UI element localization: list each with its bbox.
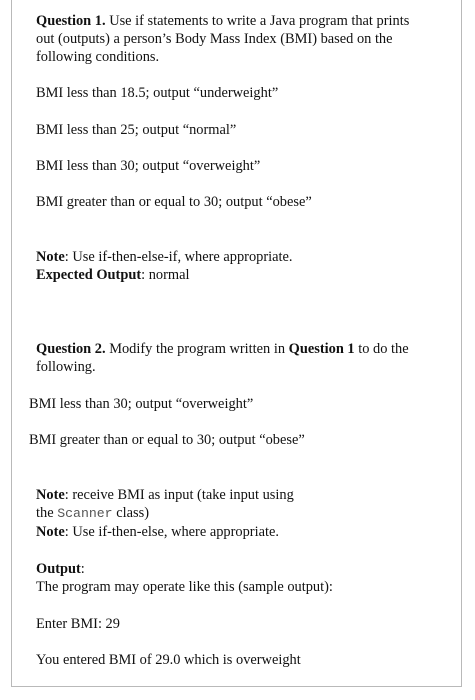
q1-expected-text: : normal: [141, 267, 190, 283]
q2-note-structure: [36, 523, 279, 541]
q1-intro-line-2: out (outputs) a person’s Body Mass Index (BMI) based on the: [36, 31, 393, 47]
q2-scanner-code: Scanner: [57, 506, 113, 521]
q2-output-description: The program may operate like this (sample output):: [36, 579, 333, 595]
q2-note-input-line-2: [36, 504, 149, 523]
q2-intro-line-1: [36, 340, 409, 358]
q2-note2-label: Note: [36, 524, 65, 540]
q1-condition-overweight: BMI less than 30; output “overweight”: [36, 158, 261, 174]
q2-note1-line2-a: the: [36, 505, 54, 521]
q2-heading: Question 2.: [36, 341, 106, 357]
q2-intro-text-b: to do the: [358, 341, 409, 357]
q2-intro-ref: Question 1: [288, 341, 355, 357]
q1-condition-underweight: BMI less than 18.5; output “underweight”: [36, 85, 279, 101]
q1-intro-line-1: [36, 12, 409, 30]
q2-note1-line2-b: class): [116, 505, 149, 521]
q2-sample-prompt: Enter BMI: 29: [36, 616, 120, 632]
q2-note2-text: : Use if-then-else, where appropriate.: [64, 524, 279, 540]
q1-note-text: : Use if-then-else-if, where appropriate.: [64, 249, 293, 265]
q1-intro-text-1: Use if statements to write a Java program that prints: [109, 13, 410, 29]
q2-output-colon: :: [80, 561, 85, 577]
q2-note-input: [36, 486, 294, 504]
q1-note: [36, 248, 293, 266]
q1-intro-line-3: following conditions.: [36, 49, 160, 65]
q2-output-label: Output: [36, 561, 81, 577]
q1-heading: Question 1.: [36, 13, 106, 29]
q1-expected-output: [36, 266, 190, 284]
q2-intro-text-a: Modify the program written in: [109, 341, 286, 357]
q1-condition-obese: BMI greater than or equal to 30; output “obese”: [36, 194, 312, 210]
q1-expected-label: Expected Output: [36, 267, 142, 283]
q1-note-label: Note: [36, 249, 65, 265]
q2-condition-overweight: BMI less than 30; output “overweight”: [29, 396, 254, 412]
q2-output-heading: [36, 560, 85, 578]
q2-note1-text: : receive BMI as input (take input using: [64, 487, 294, 503]
q2-note1-label: Note: [36, 487, 65, 503]
q1-condition-normal: BMI less than 25; output “normal”: [36, 122, 237, 138]
q2-sample-result: You entered BMI of 29.0 which is overweight: [36, 652, 301, 668]
q2-condition-obese: BMI greater than or equal to 30; output “obese”: [29, 432, 305, 448]
q2-intro-line-2: following.: [36, 359, 96, 375]
